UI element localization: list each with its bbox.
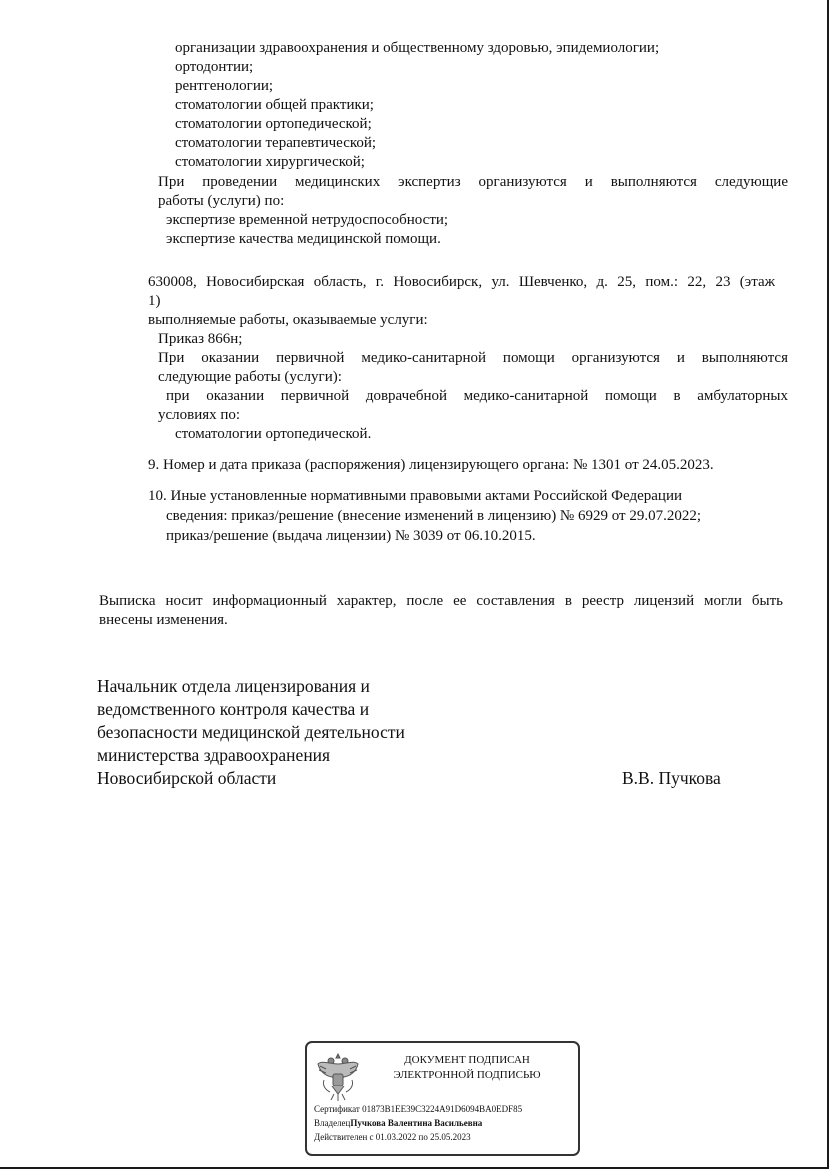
address-line: 630008, Новосибирская область, г. Новосибирск, ул. Шевченко, д. 25, пом.: 22, 23 (этаж bbox=[148, 274, 775, 290]
specialty-item: ортодонтии; bbox=[175, 59, 254, 75]
item-10-cont: приказ/решение (выдача лицензии) № 3039 от 06.10.2015. bbox=[166, 528, 536, 544]
specialty-item: стоматологии ортопедической; bbox=[175, 116, 372, 132]
signatory-title: Новосибирской области bbox=[97, 768, 277, 788]
signatory-title: Начальник отдела лицензирования и bbox=[97, 676, 370, 696]
item-9: 9. Номер и дата приказа (распоряжения) лицензирующего органа: № 1301 от 24.05.2023. bbox=[148, 457, 714, 473]
signatory-name: В.В. Пучкова bbox=[622, 768, 721, 788]
stamp-owner bbox=[314, 1118, 580, 1129]
expertise-item: экспертизе качества медицинской помощи. bbox=[166, 231, 441, 247]
prehospital-intro-cont: условиях по: bbox=[158, 407, 241, 423]
primary-care-intro: При оказании первичной медико-санитарной помощи организуются и выполняются bbox=[158, 350, 788, 366]
signatory-title: безопасности медицинской деятельности bbox=[97, 722, 405, 742]
expertise-intro-cont: работы (услуги) по: bbox=[158, 193, 285, 209]
item-10-cont: сведения: приказ/решение (внесение изменений в лицензию) № 6929 от 29.07.2022; bbox=[166, 508, 702, 524]
certificate-value: 01873B1EE39C3224A91D6094BA0EDF85 bbox=[362, 1104, 523, 1114]
specialty-item: организации здравоохранения и общественному здоровью, эпидемиологии; bbox=[175, 40, 660, 56]
prehospital-item: стоматологии ортопедической. bbox=[175, 426, 372, 442]
stamp-validity: Действителен с 01.03.2022 по 25.05.2023 bbox=[314, 1132, 471, 1142]
certificate-label: Сертификат bbox=[314, 1104, 360, 1114]
address-line-cont: 1) bbox=[148, 293, 161, 309]
specialty-item: стоматологии общей практики; bbox=[175, 97, 374, 113]
signatory-title: ведомственного контроля качества и bbox=[97, 699, 370, 719]
stamp-title: ЭЛЕКТРОННОЙ ПОДПИСЬЮ bbox=[393, 1069, 541, 1081]
specialty-item: стоматологии хирургической; bbox=[175, 154, 365, 170]
stamp-certificate bbox=[314, 1104, 580, 1115]
info-notice-cont: внесены изменения. bbox=[99, 612, 228, 628]
signatory-title: министерства здравоохранения bbox=[97, 745, 331, 765]
specialty-item: стоматологии терапевтической; bbox=[175, 135, 377, 151]
expertise-intro: При проведении медицинских экспертиз организуются и выполняются следующие bbox=[158, 174, 788, 190]
primary-care-intro-cont: следующие работы (услуги): bbox=[158, 369, 342, 385]
order-866: Приказ 866н; bbox=[158, 331, 243, 347]
works-label: выполняемые работы, оказываемые услуги: bbox=[148, 312, 428, 328]
e-signature-stamp bbox=[305, 1041, 580, 1156]
specialty-item: рентгенологии; bbox=[175, 78, 274, 94]
double-headed-eagle-emblem-icon bbox=[316, 1050, 360, 1104]
stamp-title: ДОКУМЕНТ ПОДПИСАН bbox=[404, 1054, 530, 1066]
info-notice: Выписка носит информационный характер, после ее составления в реестр лицензий могли быть bbox=[99, 593, 783, 609]
owner-value: Пучкова Валентина Васильевна bbox=[350, 1118, 483, 1128]
expertise-item: экспертизе временной нетрудоспособности; bbox=[166, 212, 449, 228]
owner-label: Владелец bbox=[314, 1118, 351, 1128]
prehospital-intro: при оказании первичной доврачебной медико-санитарной помощи в амбулаторных bbox=[166, 388, 788, 404]
item-10: 10. Иные установленные нормативными правовыми актами Российской Федерации bbox=[148, 488, 683, 504]
